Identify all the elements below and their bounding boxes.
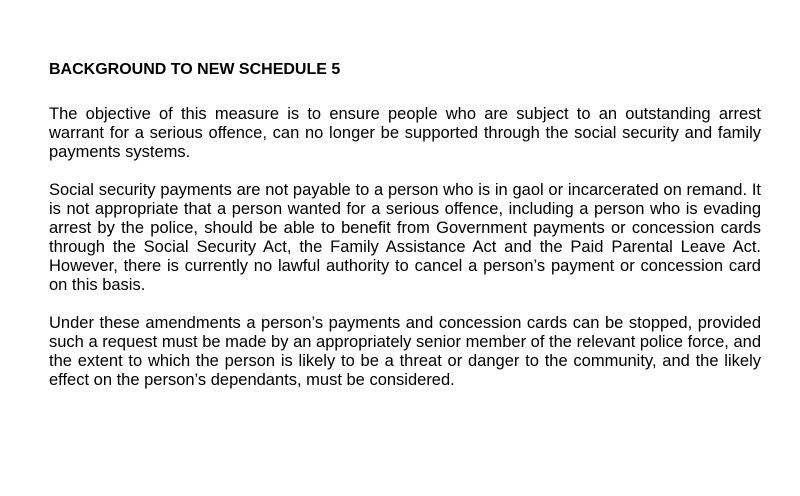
- paragraph-social-security: Social security payments are not payable to a person who is in gaol or incarcerated on remand. It is not appropriate that a person wanted for a serious offence, including a person who is evading arrest by the police, should be able to benefit from Government payments or concession cards through the Social Security Act, the Family Assistance Act and the Paid Parental Leave Act. However, there is currently no lawful authority to cancel a person’s payment or concession card on this basis.: [49, 181, 761, 294]
- document-page: [49, 60, 761, 409]
- section-heading: BACKGROUND TO NEW SCHEDULE 5: [49, 61, 341, 78]
- paragraph-objective: The objective of this measure is to ensure people who are subject to an outstanding arrest warrant for a serious offence, can no longer be supported through the social security and family payments systems.: [49, 105, 761, 161]
- paragraph-amendments: Under these amendments a person’s payments and concession cards can be stopped, provided such a request must be made by an appropriately senior member of the relevant police force, and the extent to which the person is likely to be a threat or danger to the community, and the likely effect on the person’s dependants, must be considered.: [49, 314, 761, 389]
